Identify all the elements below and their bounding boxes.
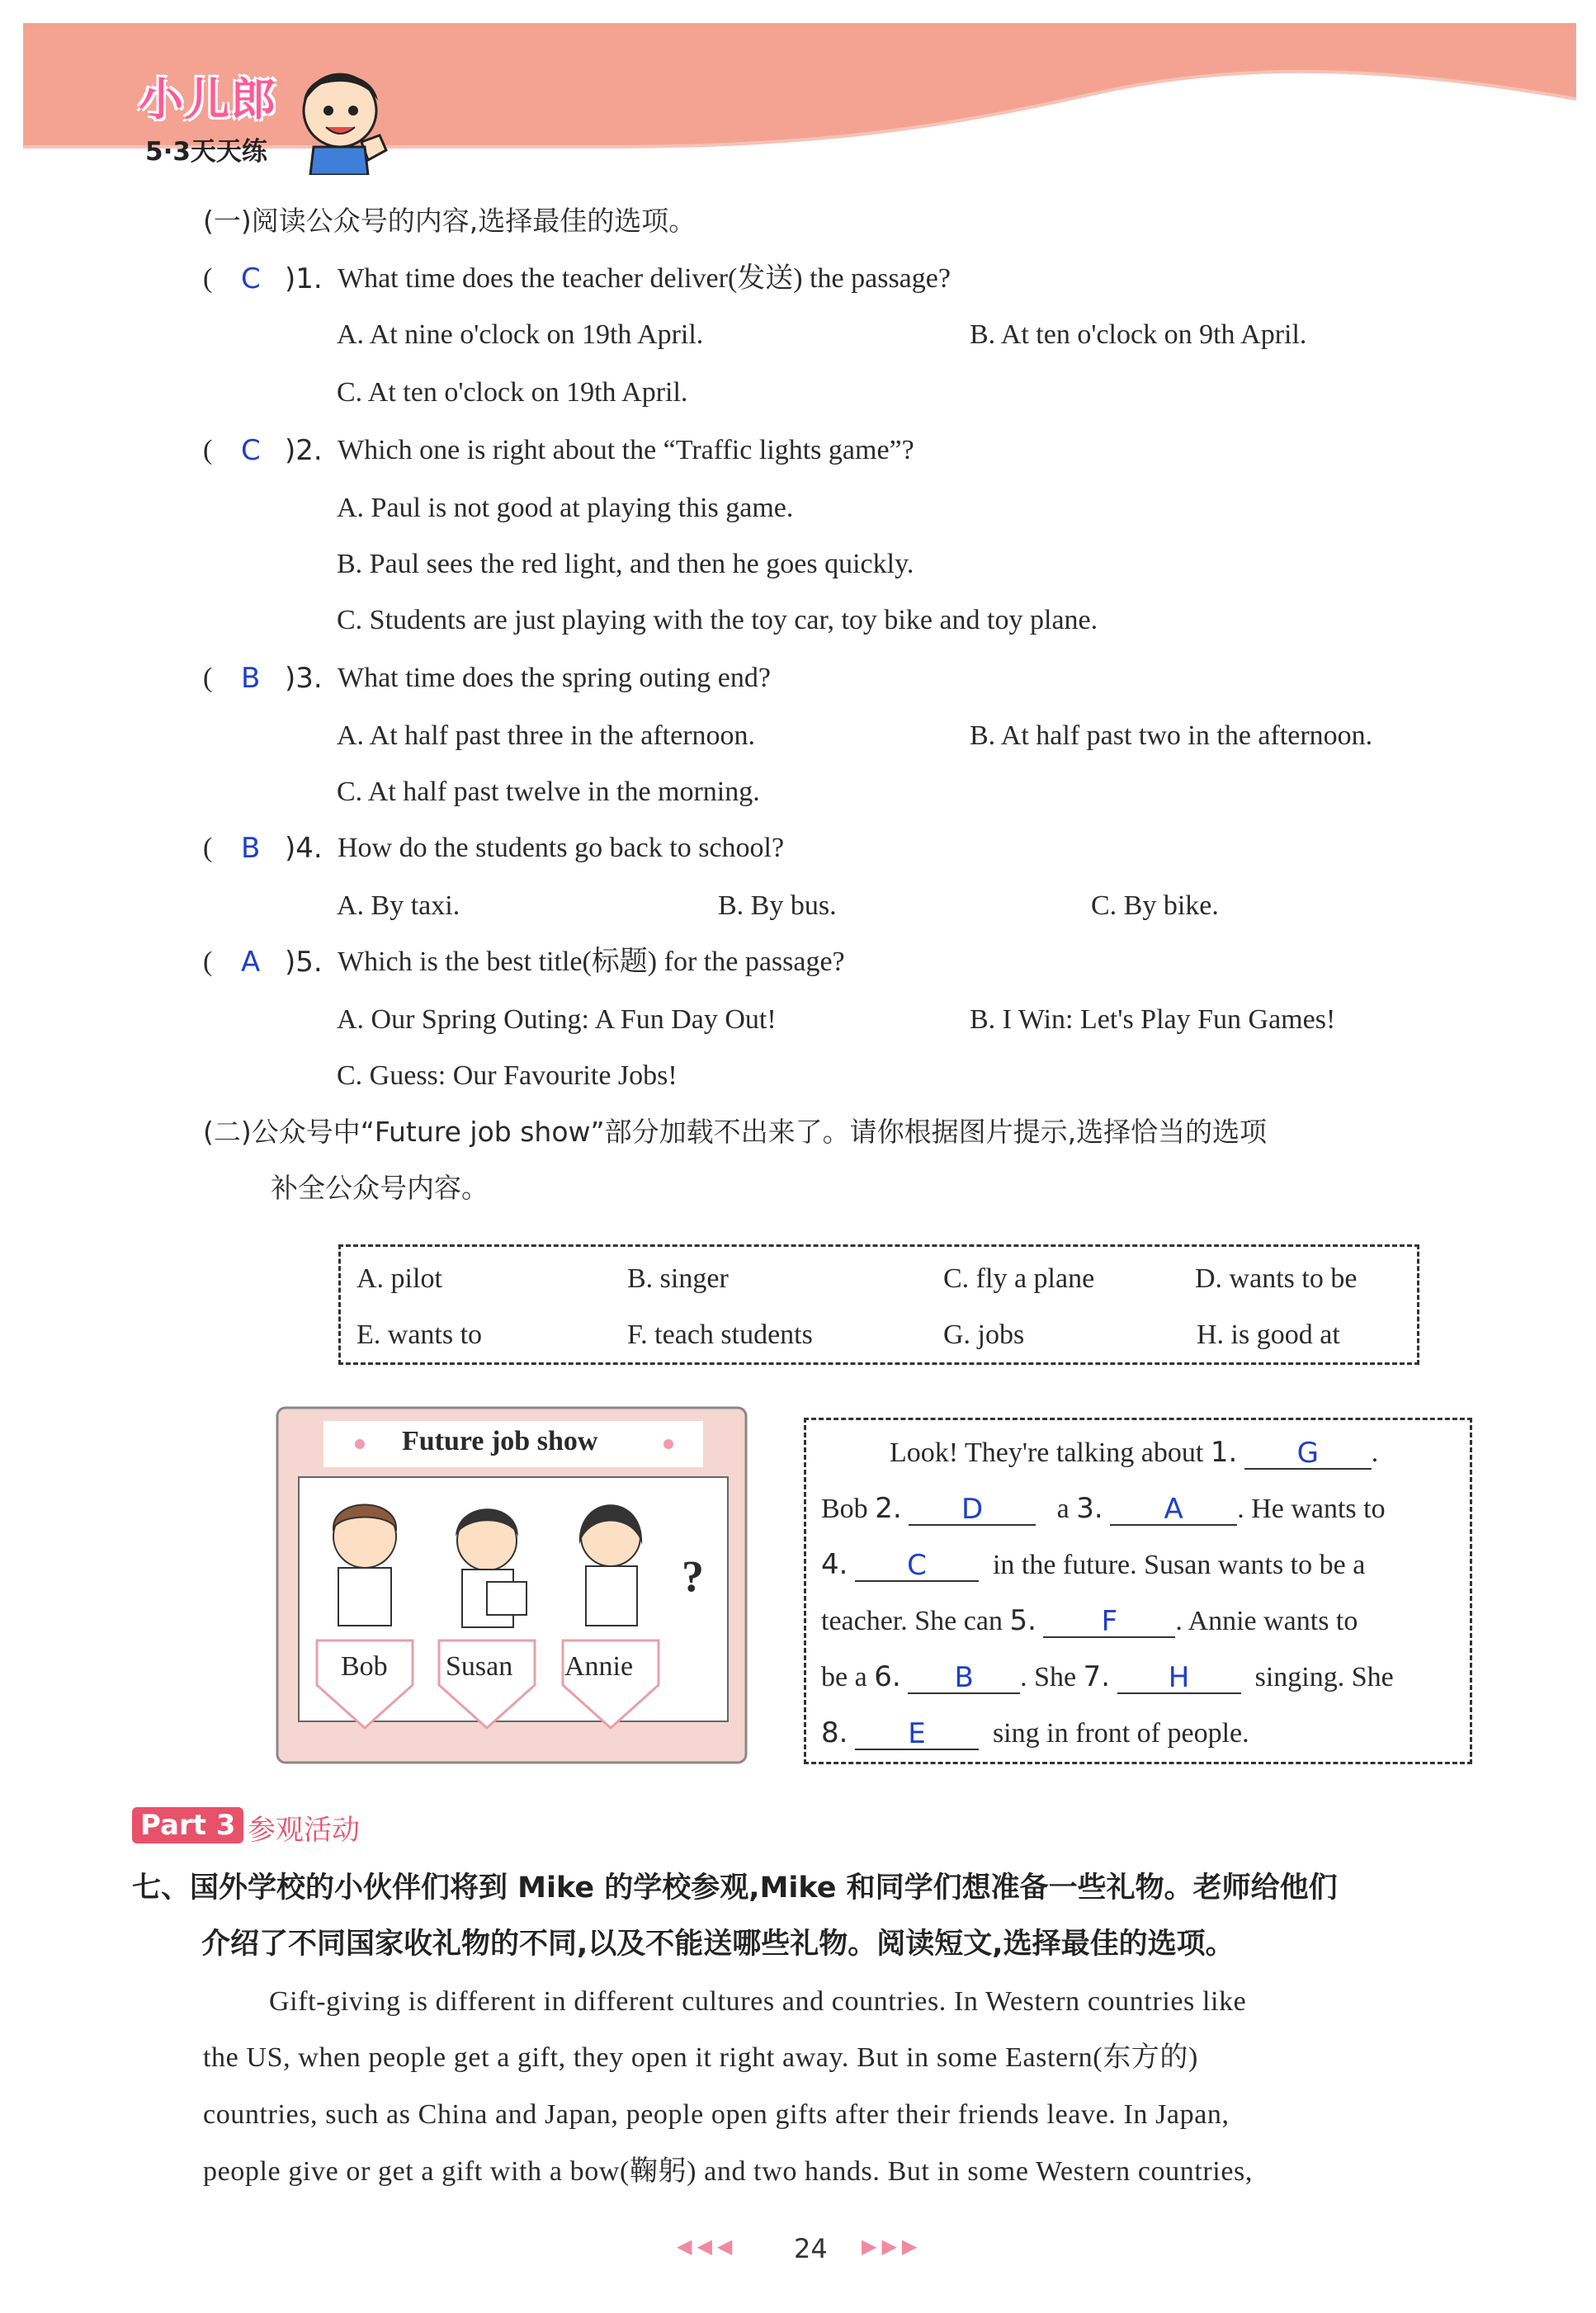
q4-option-a: A. By taxi. [337,890,460,921]
q5-answer: A [241,946,261,979]
word-bank-option-f: F. teach students [627,1319,813,1350]
q5-option-a: A. Our Spring Outing: A Fun Day Out! [337,1004,777,1035]
q1-answer: C [241,262,261,295]
q1-option-c: C. At ten o'clock on 19th April. [337,377,688,408]
q1-stem: What time does the teacher deliver(发送) the passage? [338,263,951,294]
q3-stem: What time does the spring outing end? [338,663,771,693]
q2-option-a: A. Paul is not good at playing this game. [337,493,794,523]
blank-8-answer: E [908,1717,926,1750]
word-bank-option-g: G. jobs [943,1319,1025,1350]
q3-option-c: C. At half past twelve in the morning. [337,777,760,807]
picture-title: Future job show [402,1426,598,1456]
q1-option-a: A. At nine o'clock on 19th April. [337,319,704,350]
q4-option-b: B. By bus. [718,890,837,921]
q5-stem: Which is the best title(标题) for the passage? [338,946,845,977]
next-arrows-icon: ▶▶▶ [862,2236,923,2258]
q1-number: )1. [285,262,323,295]
part3-tag: Part 3 [132,1807,243,1843]
question7-line1: 七、国外学校的小伙伴们将到 Mike 的学校参观,Mike 和同学们想准备一些礼物。老师给他们 [132,1872,1338,1905]
q4-stem: How do the students go back to school? [338,833,785,863]
q5-number: )5. [285,946,323,979]
q3-option-b: B. At half past two in the afternoon. [970,720,1373,751]
brand-subtitle: 5·3天天练 [145,137,267,167]
passage-box [804,1418,1472,1764]
answer-bracket-left: ( [203,263,213,294]
prev-arrows-icon: ◀◀◀ [677,2236,738,2258]
page-number: 24 [794,2233,828,2264]
brand-logo: 小儿郎 [139,73,277,125]
word-bank-option-e: E. wants to [357,1319,483,1350]
reading-paragraph-line3: countries, such as China and Japan, people open gifts after their friends leave. In Japan, [203,2099,1230,2130]
reading-paragraph-line2: the US, when people get a gift, they open it right away. But in some Eastern(东方的) [203,2042,1198,2073]
answer-bracket-left: ( [203,833,213,863]
reading-paragraph-line1: Gift-giving is different in different cultures and countries. In Western countries like [269,1986,1247,2017]
blank-7-answer: H [1168,1661,1190,1694]
picture-name-annie: Annie [564,1651,634,1682]
passage-line5: be a 6. B . She 7. H singing. She [821,1660,1394,1694]
word-bank-option-d: D. wants to be [1195,1263,1358,1294]
passage-line1: Look! They're talking about 1. G . [890,1436,1379,1470]
question7-line2: 介绍了不同国家收礼物的不同,以及不能送哪些礼物。阅读短文,选择最佳的选项。 [201,1928,1235,1961]
passage-line6: 8. E sing in front of people. [821,1716,1249,1750]
answer-bracket-left: ( [203,946,213,977]
answer-bracket-left: ( [203,435,213,465]
q2-stem: Which one is right about the “Traffic lights game”? [338,435,914,465]
q5-option-c: C. Guess: Our Favourite Jobs! [337,1060,678,1091]
blank-2-answer: D [961,1493,984,1526]
section2-heading-line1: (二)公众号中“Future job show”部分加载不出来了。请你根据图片提示,选择恰当的选项 [203,1116,1268,1148]
answer-bracket-left: ( [203,663,213,693]
reading-paragraph-line4: people give or get a gift with a bow(鞠躬) and two hands. But in some Western countries, [203,2156,1253,2187]
blank-4-answer: C [907,1549,927,1582]
part3-title: 参观活动 [248,1814,360,1847]
q3-number: )3. [285,662,323,695]
blank-1-answer: G [1296,1437,1319,1470]
q1-option-b: B. At ten o'clock on 9th April. [970,319,1307,350]
q3-option-a: A. At half past three in the afternoon. [337,720,756,751]
picture-question-mark: ? [682,1551,704,1601]
blank-5-answer: F [1101,1605,1118,1638]
word-bank-option-c: C. fly a plane [943,1263,1095,1294]
q4-answer: B [241,832,261,865]
word-bank-option-b: B. singer [627,1263,729,1294]
blank-3-answer: A [1164,1493,1183,1526]
picture-name-susan: Susan [446,1651,513,1682]
passage-line3: 4. C in the future. Susan wants to be a [821,1548,1366,1582]
q2-option-c: C. Students are just playing with the toy car, toy bike and toy plane. [337,605,1098,635]
future-job-show-picture [274,1404,749,1768]
word-bank-option-a: A. pilot [357,1263,442,1294]
q2-option-b: B. Paul sees the red light, and then he goes quickly. [337,549,914,579]
picture-name-bob: Bob [341,1651,388,1682]
section1-heading: (一)阅读公众号的内容,选择最佳的选项。 [203,205,696,237]
q3-answer: B [241,662,261,695]
q4-number: )4. [285,832,323,865]
passage-line2: Bob 2. D a 3. A . He wants to [821,1492,1386,1526]
q5-option-b: B. I Win: Let's Play Fun Games! [970,1004,1336,1035]
q2-number: )2. [285,434,323,467]
q4-option-c: C. By bike. [1091,890,1219,921]
word-bank-option-h: H. is good at [1197,1319,1340,1350]
section2-heading-line2: 补全公众号内容。 [271,1172,489,1204]
mascot-boy-illustration [289,59,396,175]
blank-6-answer: B [954,1661,974,1694]
q2-answer: C [241,434,261,467]
passage-line4: teacher. She can 5. F . Annie wants to [821,1604,1358,1638]
